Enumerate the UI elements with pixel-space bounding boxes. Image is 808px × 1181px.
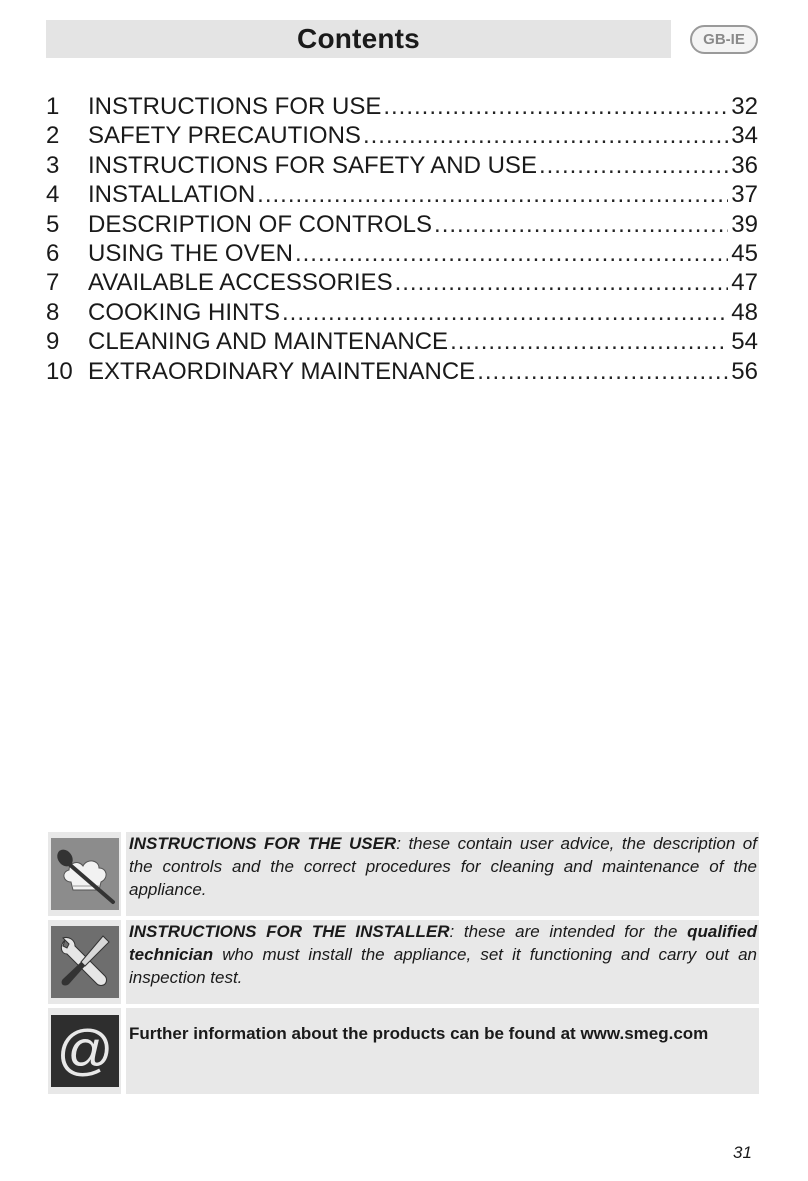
toc-number: 6 (46, 239, 60, 267)
installer-instructions-note (48, 920, 759, 1004)
toc-leader (434, 210, 728, 239)
toc-entry[interactable] (46, 151, 758, 180)
toc-page: 34 (731, 122, 758, 150)
chef-spoon-icon (48, 832, 121, 916)
toc-page: 56 (731, 357, 758, 385)
toc-leader (383, 92, 728, 121)
toc-label: CLEANING AND MAINTENANCE (88, 328, 449, 356)
toc-page: 32 (731, 93, 758, 120)
region-badge: GB-IE (690, 25, 758, 54)
toc-entry[interactable] (46, 92, 758, 121)
toc-label: INSTRUCTIONS FOR USE (88, 93, 382, 120)
toc-entry[interactable] (46, 180, 758, 209)
toc-number: 8 (46, 298, 60, 326)
toc-number: 1 (46, 93, 60, 120)
toc-number: 10 (46, 357, 73, 385)
toc-label: SAFETY PRECAUTIONS (88, 122, 361, 150)
toc-leader (257, 180, 728, 209)
user-instructions-note (48, 832, 759, 916)
installer-note-body-2: who must install the appliance, set it functioning and carry out an inspection test. (129, 945, 757, 987)
tools-icon (48, 920, 121, 1004)
page-number: 31 (733, 1143, 752, 1162)
user-note-body: : these contain user advice, the description of the controls and the correct procedures for cleaning and maintenance of the appliance. (129, 834, 757, 899)
toc-entry[interactable] (46, 268, 758, 297)
toc-label: COOKING HINTS (88, 298, 281, 326)
svg-text:@: @ (56, 1018, 113, 1081)
at-sign-icon (48, 1008, 121, 1094)
toc-leader (539, 151, 728, 180)
toc-entry[interactable] (46, 357, 758, 386)
toc-entry[interactable] (46, 327, 758, 356)
installer-note-body-1: : these are intended for the (449, 922, 688, 941)
toc-label: EXTRAORDINARY MAINTENANCE (88, 357, 476, 385)
title-bar (46, 20, 671, 58)
toc-label: INSTALLATION (88, 181, 256, 209)
toc-leader (450, 327, 728, 356)
toc-entry[interactable] (46, 121, 758, 150)
toc-page: 37 (731, 181, 758, 209)
toc-page: 36 (731, 151, 758, 179)
page-title: Contents (297, 23, 420, 54)
toc-entry[interactable] (46, 239, 758, 268)
toc-leader (282, 298, 728, 327)
web-note-text[interactable]: Further information about the products can be found at www.smeg.com (126, 1008, 759, 1094)
toc-label: AVAILABLE ACCESSORIES (88, 269, 393, 297)
toc-entry[interactable] (46, 210, 758, 239)
toc-leader (363, 121, 728, 150)
toc-leader (295, 239, 728, 268)
toc-page: 45 (731, 239, 758, 267)
toc-entry[interactable] (46, 298, 758, 327)
toc-page: 54 (731, 328, 758, 356)
toc-leader (395, 268, 729, 297)
toc-page: 47 (731, 269, 758, 297)
toc-leader (477, 357, 728, 386)
user-note-text (126, 832, 759, 916)
installer-note-emphasis: qualified technician (129, 922, 757, 964)
toc-number: 5 (46, 210, 60, 238)
toc-number: 3 (46, 151, 60, 179)
installer-note-text (126, 920, 759, 1004)
installer-note-heading: INSTRUCTIONS FOR THE INSTALLER (129, 922, 450, 941)
table-of-contents (46, 92, 758, 386)
toc-number: 4 (46, 181, 60, 209)
toc-label: DESCRIPTION OF CONTROLS (88, 210, 433, 238)
toc-label: INSTRUCTIONS FOR SAFETY AND USE (88, 151, 537, 179)
user-note-heading: INSTRUCTIONS FOR THE USER (129, 834, 397, 853)
toc-number: 9 (46, 328, 60, 356)
toc-number: 2 (46, 122, 60, 150)
web-info-note (48, 1008, 759, 1094)
toc-page: 39 (731, 210, 758, 238)
toc-label: USING THE OVEN (88, 239, 293, 267)
toc-number: 7 (46, 269, 60, 297)
toc-page: 48 (731, 298, 758, 326)
